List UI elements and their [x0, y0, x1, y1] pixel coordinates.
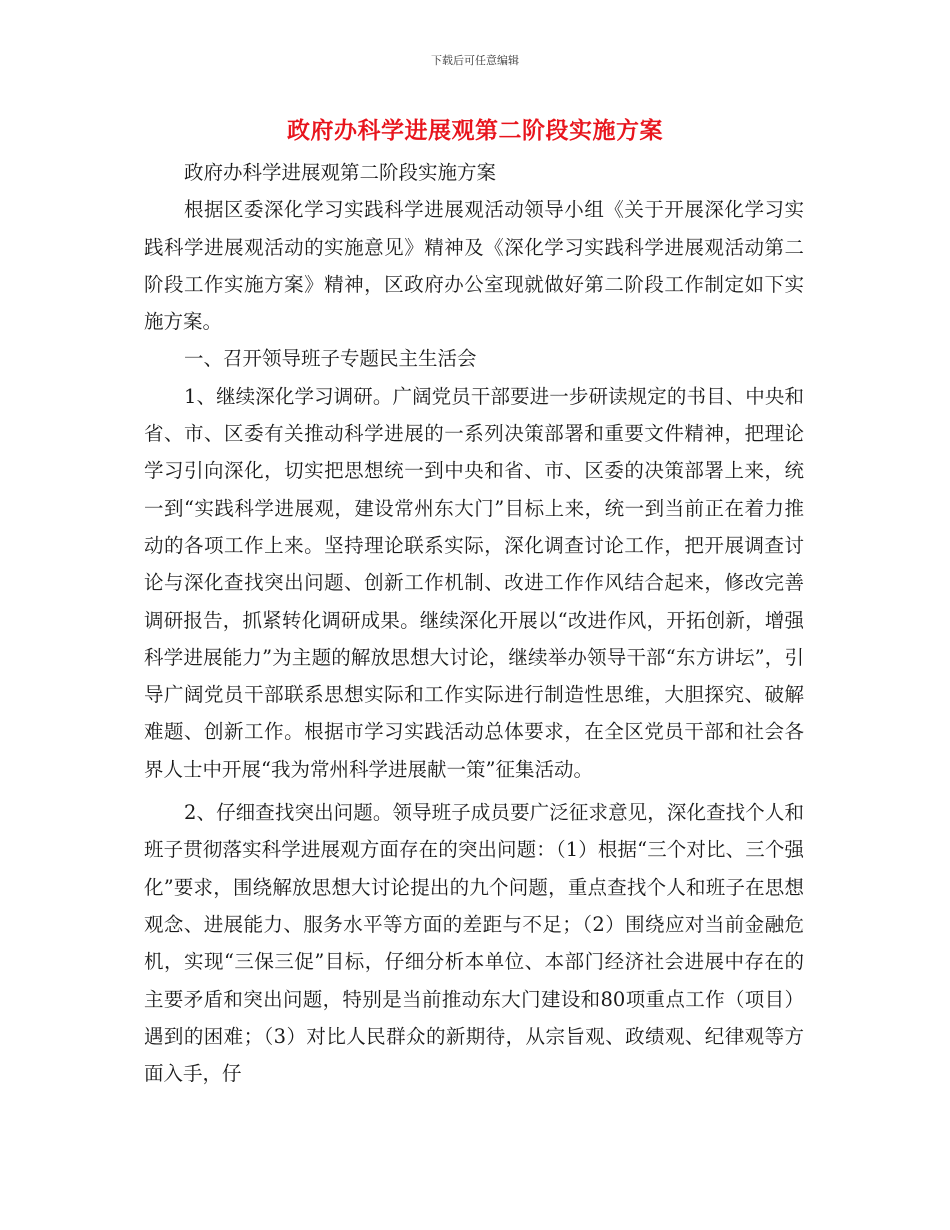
paragraph-subtitle: 政府办科学进展观第二阶段实施方案: [183, 161, 496, 184]
section-heading-1: 一、召开领导班子专题民主生活会: [183, 347, 477, 371]
document-title: 政府办科学进展观第二阶段实施方案: [287, 118, 663, 144]
document-body: [144, 154, 804, 1092]
paragraph-intro: 根据区委深化学习实践科学进展观活动领导小组《关于开展深化学习实践科学进展观活动的实施意见》精神及《深化学习实践科学进展观活动第二阶段工作实施方案》精神，区政府办公室现就做好第二阶段工作制定如下实施方案。: [144, 198, 804, 334]
page-header: 下载后可任意编辑: [431, 54, 519, 67]
paragraph-item-2: 2、仔细查找突出问题。领导班子成员要广泛征求意见，深化查找个人和班子贯彻落实科学进展观方面存在的突出问题：（1）根据“三个对比、三个强化”要求，围绕解放思想大讨论提出的九个问题，重点查找个人和班子在思想观念、进展能力、服务水平等方面的差距与不足；（2）围绕应对当前金融危机，实现“三保三促”目标，仔细分析本单位、本部门经济社会进展中存在的主要矛盾和突出问题，特别是当前推动东大门建设和80项重点工作（项目）遇到的困难；（3）对比人民群众的新期待，从宗旨观、政绩观、纪律观等方面入手，仔: [144, 801, 804, 1086]
paragraph-item-1: 1、继续深化学习调研。广阔党员干部要进一步研读规定的书目、中央和省、市、区委有关推动科学进展的一系列决策部署和重要文件精神，把理论学习引向深化，切实把思想统一到中央和省、市、区委的决策部署上来，统一到“实践科学进展观，建设常州东大门”目标上来，统一到当前正在着力推动的各项工作上来。坚持理论联系实际，深化调查讨论工作，把开展调查讨论与深化查找突出问题、创新工作机制、改进工作作风结合起来，修改完善调研报告，抓紧转化调研成果。继续深化开展以“改进作风，开拓创新，增强科学进展能力”为主题的解放思想大讨论，继续举办领导干部“东方讲坛”，引导广阔党员干部联系思想实际和工作实际进行制造性思维，大胆探究、破解难题、创新工作。根据市学习实践活动总体要求，在全区党员干部和社会各界人士中开展“我为常州科学进展献一策”征集活动。: [144, 384, 804, 781]
